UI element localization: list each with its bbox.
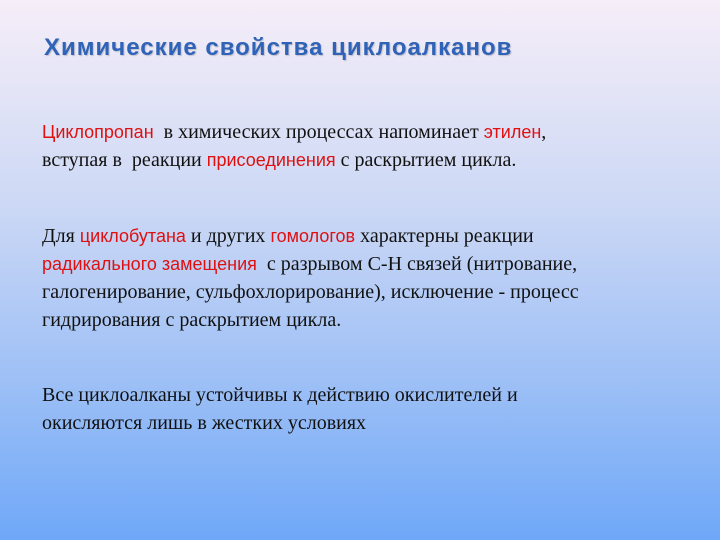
highlight-term: циклобутана [79,226,186,246]
text-run: , [541,121,547,143]
text-run: Для [42,225,80,247]
text-line [42,222,702,250]
text-line: Все циклоалканы устойчивы к действию окислителей и [42,384,518,406]
text-run: с разрывом С-Н связей (нитрование, [256,253,578,275]
highlight-term: Циклопропан [42,122,154,142]
text-line: галогенирование, сульфохлорирование), исключение - процесс [42,281,579,303]
text-run: с раскрытием цикла. [335,149,517,171]
highlight-term: радикального замещения [42,254,257,274]
text-line [42,250,702,278]
text-line: окисляются лишь в жестких условиях [42,412,367,434]
paragraph-cyclopropane [42,118,702,174]
text-run: характерны реакции [355,225,534,247]
text-run: и других [185,225,271,247]
text-run: вступая в реакции [42,149,207,171]
highlight-term: этилен [483,122,542,142]
paragraph-oxidation [42,381,702,437]
text-run: в химических процессах напоминает [153,121,484,143]
highlight-term: гомологов [270,226,356,246]
paragraph-cyclobutane [42,222,702,334]
text-line: гидрирования с раскрытием цикла. [42,309,342,331]
text-line [42,146,702,174]
slide-title: Химические свойства циклоалканов [44,34,513,61]
highlight-term: присоединения [206,150,336,170]
text-line [42,118,702,146]
